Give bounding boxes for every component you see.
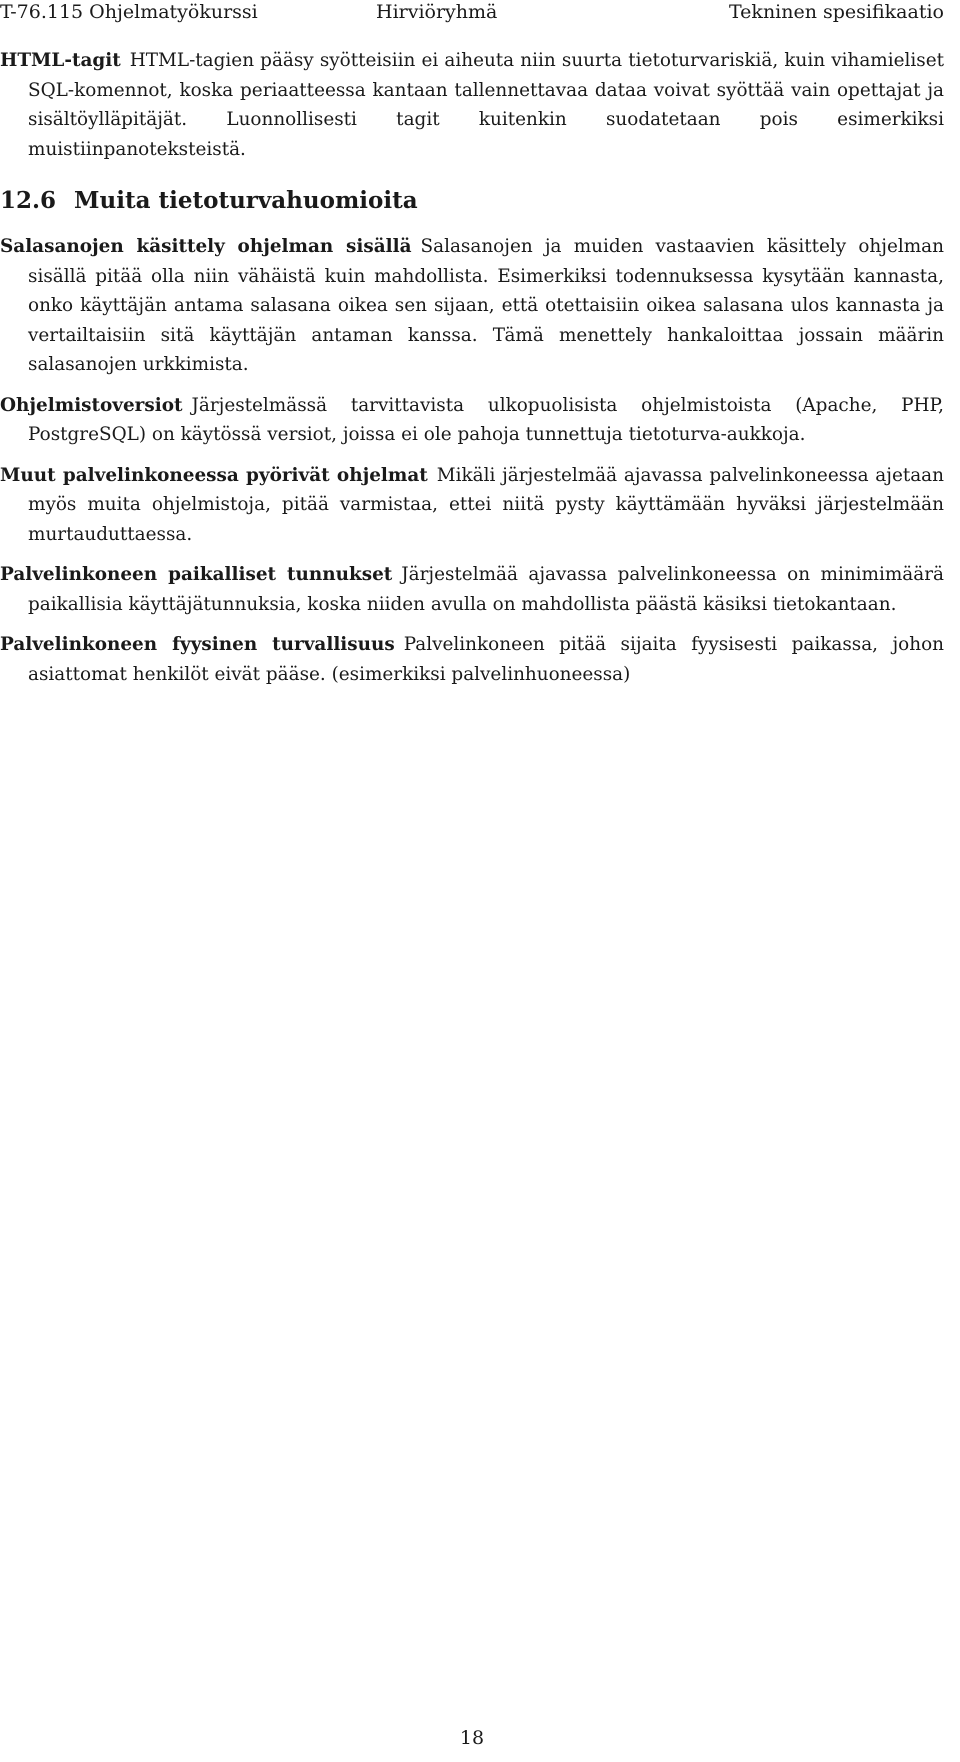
item-term: Muut palvelinkoneessa pyörivät ohjelmat	[0, 464, 428, 486]
item-term: Palvelinkoneen paikalliset tunnukset	[0, 564, 393, 585]
description-item-other-programs	[0, 461, 944, 550]
header-document-title: Tekninen spesifikaatio	[728, 1, 944, 23]
item-term: Palvelinkoneen fyysinen turvallisuus	[0, 634, 395, 655]
page-header	[0, 0, 944, 26]
page-number: 18	[459, 1727, 485, 1749]
header-group: Hirviöryhmä	[376, 1, 498, 23]
section-number: 12.6	[0, 187, 57, 214]
item-text: Järjestelmää ajavassa palvelinkoneessa on minimimäärä paikallisia käyttäjätunnuksia, koska niiden avulla on mahdollista päästä käsiksi tietokantaan.	[28, 564, 944, 615]
description-item-physical-security	[0, 630, 944, 689]
item-text: Salasanojen ja muiden vastaavien käsittely ohjelman sisällä pitää olla niin vähäistä kuin mahdollista. Esimerkiksi todennuksessa kysytään kannasta, onko käyttäjän antama salasana oikea sen sijaan, että otettaisiin oikea salasana ulos kannasta ja vertailtaisiin sitä käyttäjän antaman kanssa. Tämä menettely hankaloittaa jossain määrin salasanojen urkkimista.	[28, 236, 944, 375]
item-text: HTML-tagien pääsy syötteisiin ei aiheuta niin suurta tietoturvariskiä, kuin vihamieliset SQL-komennot, koska periaatteessa kantaan tallennettavaa dataa voivat syöttää vain opettajat ja sisältöylläpitäjät. Luonnollisesti tagit kuitenkin suodatetaan pois esimerkiksi muistiinpanoteksteistä.	[28, 50, 944, 160]
item-text: Mikäli järjestelmää ajavassa palvelinkoneessa ajetaan myös muita ohjelmistoja, pitää varmistaa, ettei niitä pysty käyttämään hyväksi järjestelmään murtauduttaessa.	[28, 464, 944, 545]
section-heading	[0, 185, 944, 217]
section-title: Muita tietoturvahuomioita	[74, 187, 418, 214]
item-text: Palvelinkoneen pitää sijaita fyysisesti paikassa, johon asiattomat henkilöt eivät pääse. (esimerkiksi palvelinhuoneessa)	[28, 634, 944, 685]
description-item-html-tags	[0, 46, 944, 164]
description-item-local-accounts	[0, 560, 944, 619]
header-course: T-76.115 Ohjelmatyökurssi	[0, 1, 258, 23]
item-text: Järjestelmässä tarvittavista ulkopuolisista ohjelmistoista (Apache, PHP, PostgreSQL) on käytössä versiot, joissa ei ole pahoja tunnettuja tietoturva-aukkoja.	[28, 394, 944, 445]
description-item-password-handling	[0, 232, 944, 380]
description-item-software-versions	[0, 391, 944, 450]
document-body	[0, 46, 944, 689]
item-term: HTML-tagit	[0, 50, 121, 71]
item-term: Ohjelmistoversiot	[0, 394, 183, 416]
item-term: Salasanojen käsittely ohjelman sisällä	[0, 236, 412, 257]
